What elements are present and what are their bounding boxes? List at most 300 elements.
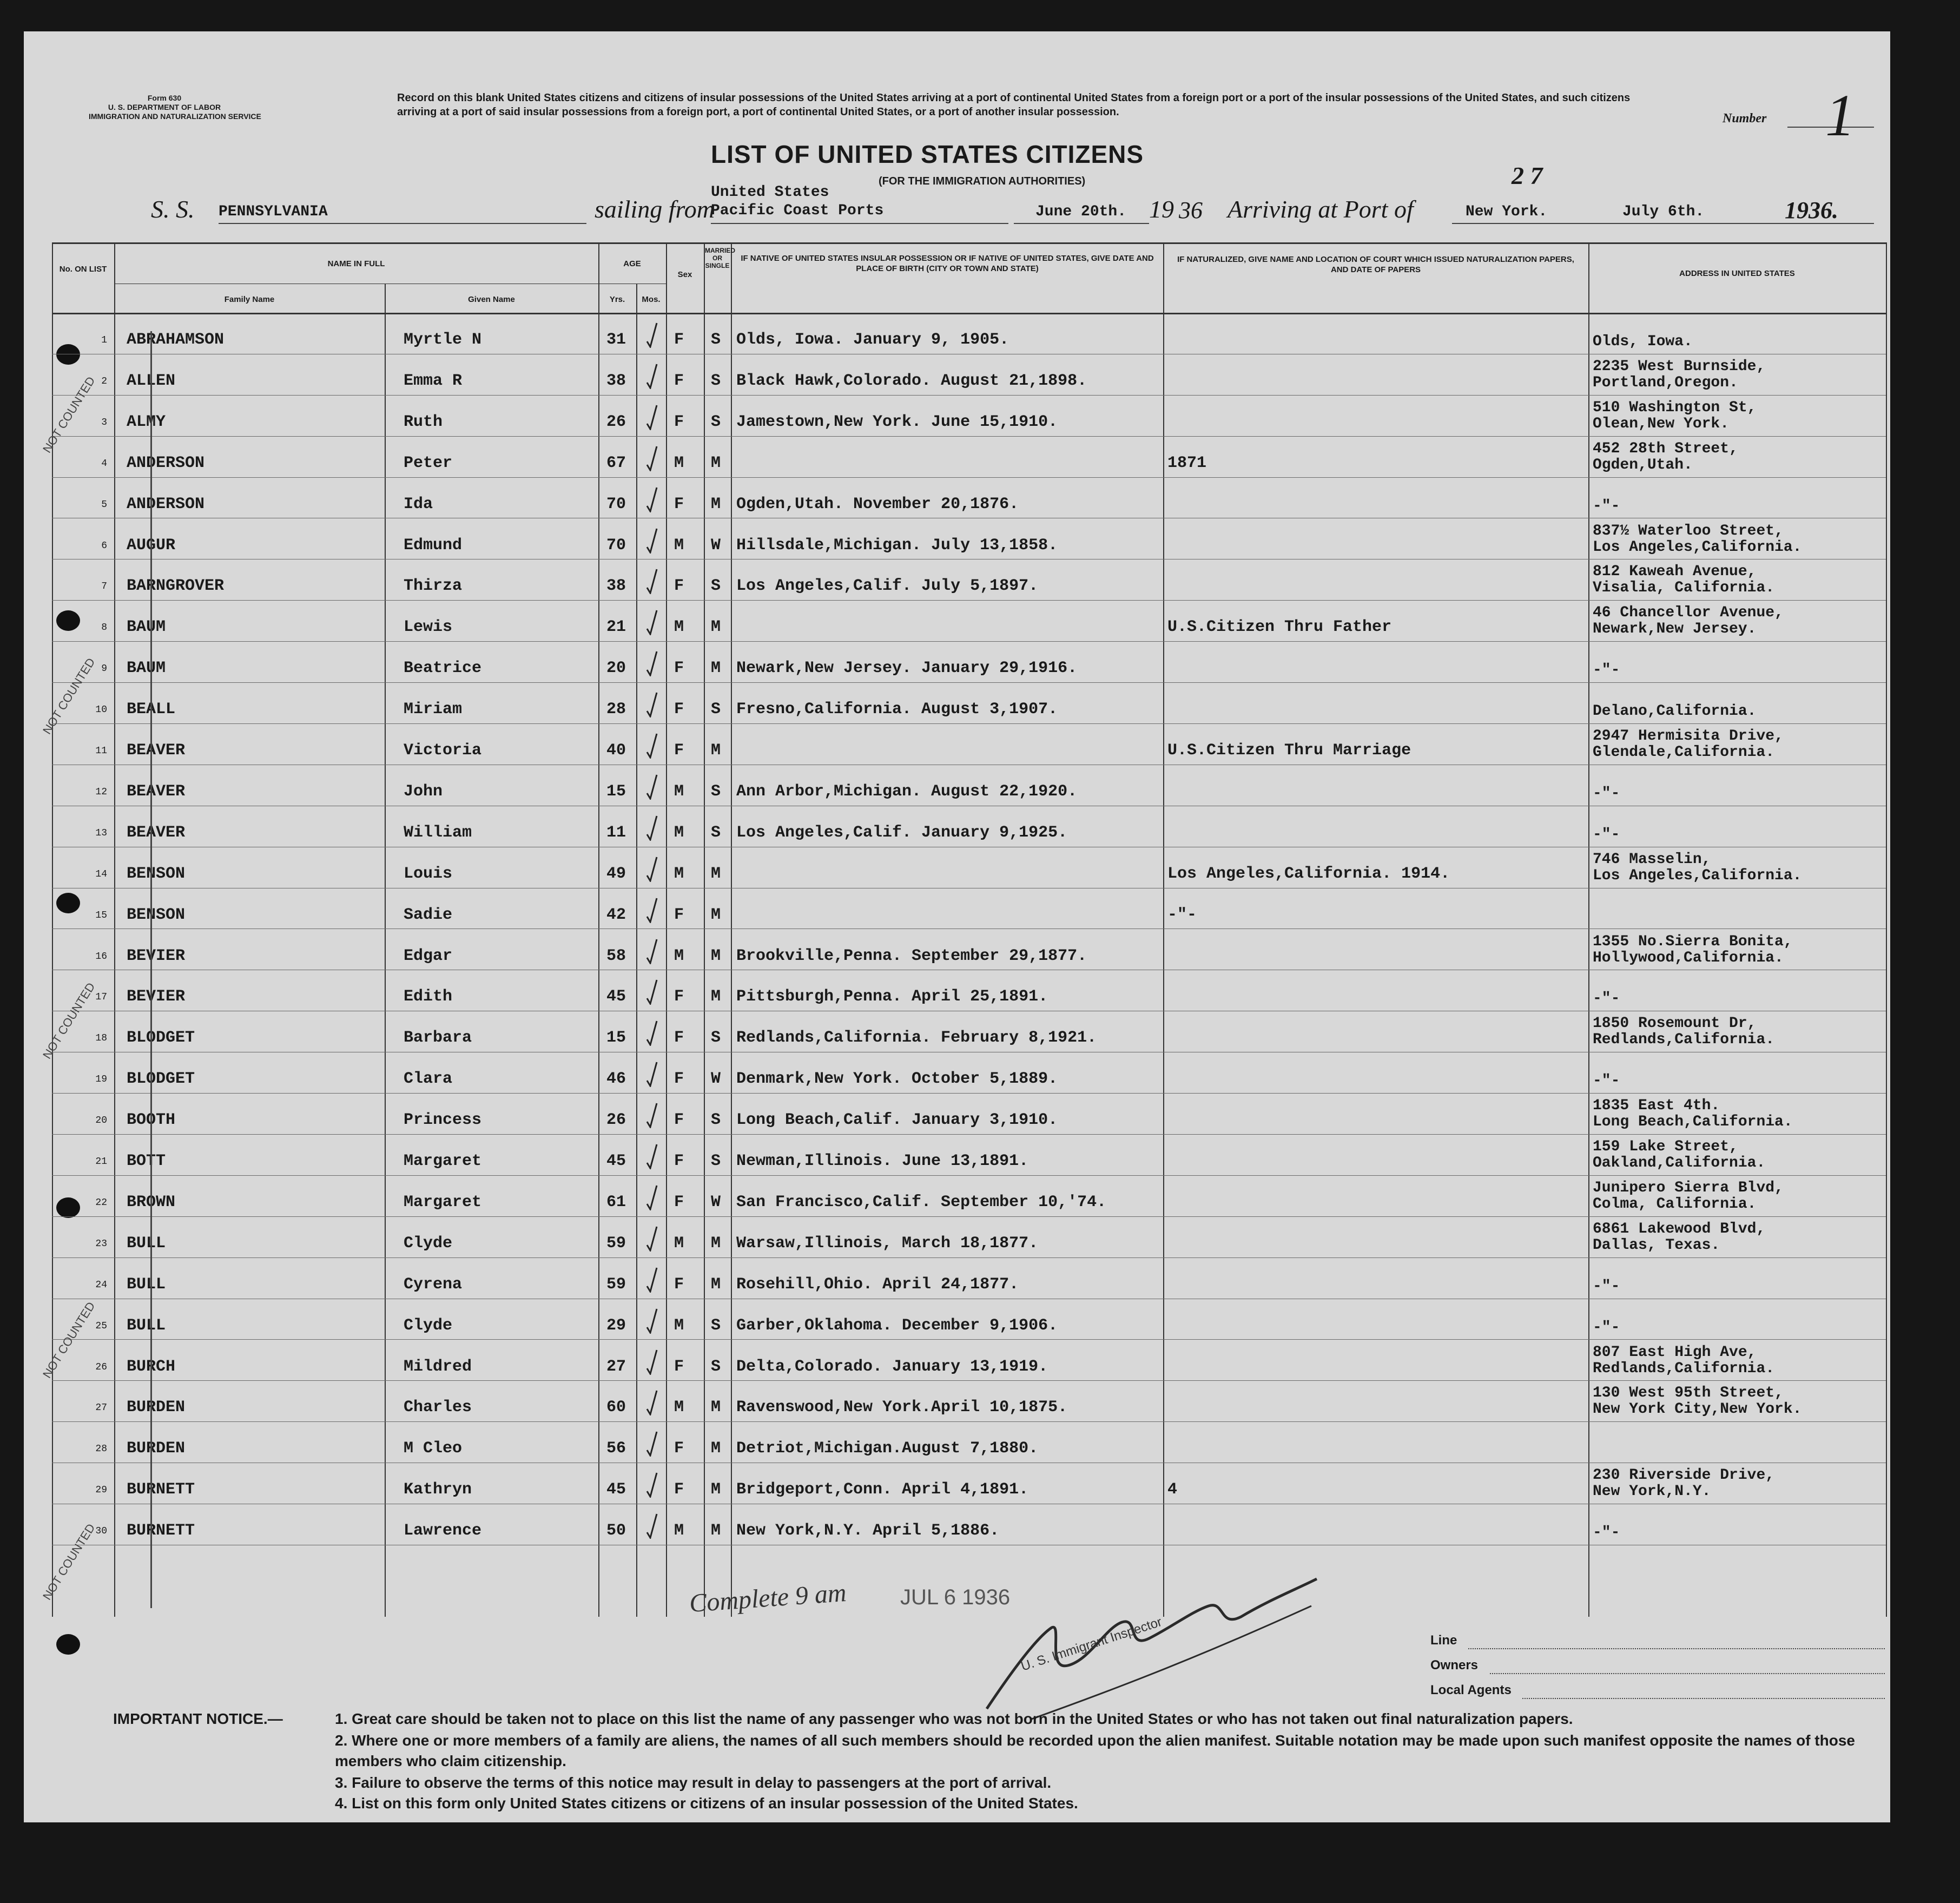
row-number: 12: [95, 786, 107, 798]
family-name: BURDEN: [127, 1398, 186, 1417]
family-name: BURNETT: [127, 1480, 195, 1499]
family-name: ALLEN: [127, 371, 176, 390]
family-name: BROWN: [127, 1193, 176, 1211]
number-label: Number: [1723, 111, 1767, 126]
marital-status: M: [711, 1522, 721, 1540]
table-row: [52, 765, 1886, 805]
address: 2235 West Burnside, Portland,Oregon.: [1593, 358, 1766, 391]
ss-label: S. S.: [151, 195, 195, 223]
marital-status: M: [711, 659, 721, 678]
sex: M: [674, 536, 684, 555]
birth-info: Newman,Illinois. June 13,1891.: [736, 1152, 1029, 1170]
address: -"-: [1593, 826, 1620, 843]
birth-info: Ravenswood,New York.April 10,1875.: [736, 1398, 1068, 1417]
address: 812 Kaweah Avenue, Visalia, California.: [1593, 563, 1775, 597]
marital-status: S: [711, 1357, 721, 1376]
address: -"-: [1593, 1072, 1620, 1090]
row-number: 23: [95, 1238, 107, 1249]
age-years: 70: [606, 536, 626, 555]
instructions-text: Record on this blank United States citizens and citizens of insular possessions of the United States arriving at a port of continental United States from a foreign port or a port of the insular possessions of the United States, and such citizens arriving at a port of said insular possessions from a foreign port, a port of continental United States, or a port of another insular possession.: [397, 92, 1631, 118]
row-number: 28: [95, 1444, 107, 1455]
row-number: 13: [95, 827, 107, 839]
not-counted-stamp: NOT COUNTED: [40, 374, 98, 456]
table-row: [52, 682, 1886, 723]
family-name: BOTT: [127, 1152, 166, 1170]
row-number: 11: [95, 746, 107, 756]
age-years: 26: [606, 1111, 626, 1130]
given-name: Victoria: [404, 741, 482, 760]
sailing-date: June 20th.: [1035, 203, 1127, 220]
given-name: Mildred: [404, 1357, 472, 1376]
checkmark-icon: [646, 1349, 658, 1375]
birth-info: Newark,New Jersey. January 29,1916.: [736, 659, 1078, 678]
checkmark-icon: [646, 897, 658, 923]
birth-info: Denmark,New York. October 5,1889.: [736, 1070, 1058, 1089]
sex: F: [674, 1480, 684, 1499]
address: Delano,California.: [1593, 703, 1757, 720]
given-name: Thirza: [404, 577, 463, 596]
given-name: Barbara: [404, 1029, 472, 1048]
sex: F: [674, 1357, 684, 1376]
marital-status: M: [711, 905, 721, 924]
checkmark-icon: [646, 445, 658, 471]
form-identifier: [89, 94, 261, 121]
sex: M: [674, 823, 684, 842]
given-name: M Cleo: [404, 1439, 463, 1458]
col-name-in-full: NAME IN FULL: [327, 259, 385, 268]
address: 46 Chancellor Avenue, Newark,New Jersey.: [1593, 604, 1784, 638]
family-name: BENSON: [127, 864, 186, 883]
marital-status: W: [711, 536, 721, 555]
birth-info: New York,N.Y. April 5,1886.: [736, 1522, 1000, 1540]
given-name: Margaret: [404, 1152, 482, 1170]
table-row: [52, 1093, 1886, 1134]
handwritten-mark: 2 7: [1512, 162, 1543, 189]
manifest-page: [24, 31, 1890, 1822]
completion-note: Complete 9 am: [688, 1578, 848, 1618]
given-name: Clyde: [404, 1316, 453, 1335]
marital-status: S: [711, 331, 721, 349]
table-row: [52, 1052, 1886, 1092]
marital-status: W: [711, 1070, 721, 1089]
birth-info: Garber,Oklahoma. December 9,1906.: [736, 1316, 1058, 1335]
page-title: LIST OF UNITED STATES CITIZENS: [711, 140, 1144, 168]
given-name: Ruth: [404, 412, 443, 431]
address: 2947 Hermisita Drive, Glendale,California.: [1593, 728, 1784, 761]
given-name: John: [404, 782, 443, 801]
punch-hole: [56, 1634, 80, 1655]
naturalization-info: U.S.Citizen Thru Father: [1167, 618, 1392, 637]
row-number: 2: [101, 376, 107, 387]
sex: F: [674, 1152, 684, 1170]
not-counted-stamp: NOT COUNTED: [40, 1521, 98, 1603]
given-name: Emma R: [404, 371, 463, 390]
family-name: ABRAHAMSON: [127, 331, 225, 349]
sex: M: [674, 1522, 684, 1540]
age-years: 11: [606, 823, 626, 842]
table-row: [52, 477, 1886, 518]
marital-status: M: [711, 453, 721, 472]
family-name: BEAVER: [127, 782, 186, 801]
family-name: BULL: [127, 1234, 166, 1253]
given-name: Clyde: [404, 1234, 453, 1253]
birth-info: Jamestown,New York. June 15,1910.: [736, 412, 1058, 431]
checkmark-icon: [646, 1390, 658, 1415]
notice-item: 1. Great care should be taken not to place on this list the name of any passenger who was not born in the United States or who has not taken out final naturalization papers.: [335, 1710, 1573, 1727]
address: 230 Riverside Drive, New York,N.Y.: [1593, 1467, 1775, 1500]
sex: M: [674, 1234, 684, 1253]
table-row: [52, 970, 1886, 1010]
address: -"-: [1593, 497, 1620, 515]
marital-status: M: [711, 987, 721, 1006]
table-row: [52, 313, 1886, 353]
age-years: 31: [606, 331, 626, 349]
given-name: Sadie: [404, 905, 453, 924]
sex: F: [674, 905, 684, 924]
table-row: [52, 1299, 1886, 1339]
sex: F: [674, 577, 684, 596]
table-row: [52, 1340, 1886, 1380]
checkmark-icon: [646, 856, 658, 882]
row-number: 7: [101, 581, 107, 592]
age-years: 67: [606, 453, 626, 472]
ship-name: PENNSYLVANIA: [219, 203, 328, 220]
age-years: 59: [606, 1234, 626, 1253]
col-age: AGE: [623, 259, 641, 268]
checkmark-icon: [646, 733, 658, 759]
checkmark-icon: [646, 322, 658, 348]
birth-info: Long Beach,Calif. January 3,1910.: [736, 1111, 1058, 1130]
sailing-year-label: 19: [1149, 195, 1174, 223]
marital-status: M: [711, 1398, 721, 1417]
marital-status: M: [711, 1480, 721, 1499]
address: -"-: [1593, 1319, 1620, 1336]
sex: M: [674, 1316, 684, 1335]
checkmark-icon: [646, 568, 658, 594]
checkmark-icon: [646, 774, 658, 800]
naturalization-info: U.S.Citizen Thru Marriage: [1167, 741, 1411, 760]
table-row: [52, 1463, 1886, 1503]
naturalization-info: -"-: [1167, 905, 1197, 924]
table-row: [52, 806, 1886, 846]
address: 1355 No.Sierra Bonita, Hollywood,California.: [1593, 933, 1793, 966]
sex: M: [674, 782, 684, 801]
marital-status: M: [711, 495, 721, 513]
birth-info: Olds, Iowa. January 9, 1905.: [736, 331, 1009, 349]
col-number: No. ON LIST: [59, 265, 107, 274]
row-number: 21: [95, 1156, 107, 1167]
row-number: 22: [95, 1197, 107, 1208]
sex: F: [674, 700, 684, 719]
marital-status: M: [711, 1439, 721, 1458]
table-row: [52, 1134, 1886, 1175]
inspector-signature: [965, 1546, 1333, 1730]
address: 1850 Rosemount Dr, Redlands,California.: [1593, 1015, 1775, 1049]
birth-info: Redlands,California. February 8,1921.: [736, 1029, 1097, 1048]
age-years: 15: [606, 782, 626, 801]
age-years: 45: [606, 1152, 626, 1170]
address: -"-: [1593, 785, 1620, 802]
family-name: BOOTH: [127, 1111, 176, 1130]
marital-status: M: [711, 946, 721, 965]
sex: M: [674, 453, 684, 472]
service-name: IMMIGRATION AND NATURALIZATION SERVICE: [89, 112, 261, 121]
family-name: AUGUR: [127, 536, 176, 555]
given-name: Charles: [404, 1398, 472, 1417]
row-number: 8: [101, 622, 107, 634]
age-years: 45: [606, 1480, 626, 1499]
row-number: 4: [101, 458, 107, 469]
col-birth: IF NATIVE OF UNITED STATES INSULAR POSSESSION OR IF NATIVE OF UNITED STATES, GIVE DATE AND PLACE OF BIRTH (CITY OR TOWN AND STATE): [741, 254, 1154, 273]
table-row: [52, 354, 1886, 394]
address: 159 Lake Street, Oakland,California.: [1593, 1138, 1766, 1171]
col-family-name: Family Name: [224, 295, 275, 304]
table-row: [52, 1216, 1886, 1257]
given-name: Louis: [404, 864, 453, 883]
birth-info: Fresno,California. August 3,1907.: [736, 700, 1058, 719]
marital-status: S: [711, 1316, 721, 1335]
birth-info: Los Angeles,Calif. July 5,1897.: [736, 577, 1039, 596]
age-years: 56: [606, 1439, 626, 1458]
departure-line-1: United States: [711, 184, 829, 201]
table-row: [52, 1421, 1886, 1462]
checkmark-icon: [646, 1267, 658, 1293]
address: 1835 East 4th. Long Beach,California.: [1593, 1097, 1793, 1131]
row-number: 17: [95, 992, 107, 1003]
not-counted-stamp: NOT COUNTED: [40, 1299, 98, 1381]
sex: M: [674, 864, 684, 883]
address: 746 Masselin, Los Angeles,California.: [1593, 851, 1802, 884]
family-name: ANDERSON: [127, 495, 205, 513]
row-number: 24: [95, 1279, 107, 1290]
table-row: [52, 518, 1886, 559]
age-years: 15: [606, 1029, 626, 1048]
checkmark-icon: [646, 1513, 658, 1539]
sex: F: [674, 987, 684, 1006]
checkmark-icon: [646, 979, 658, 1005]
col-address: ADDRESS IN UNITED STATES: [1679, 269, 1795, 278]
sailing-year: 36: [1179, 197, 1203, 223]
address: -"-: [1593, 990, 1620, 1008]
family-name: BURNETT: [127, 1522, 195, 1540]
checkmark-icon: [646, 1102, 658, 1128]
birth-info: Bridgeport,Conn. April 4,1891.: [736, 1480, 1029, 1499]
age-years: 29: [606, 1316, 626, 1335]
marital-status: M: [711, 741, 721, 760]
given-name: Ida: [404, 495, 433, 513]
age-years: 61: [606, 1193, 626, 1211]
checkmark-icon: [646, 1472, 658, 1498]
form-number: Form 630: [147, 94, 182, 102]
birth-info: Rosehill,Ohio. April 24,1877.: [736, 1275, 1019, 1294]
table-row: [52, 929, 1886, 970]
table-row: [52, 1380, 1886, 1421]
notice-item: 2. Where one or more members of a family are aliens, the names of all such members should be recorded upon the alien manifest. Suitable notation may be made upon such manifest opposite the names of those members who claim citizenship.: [335, 1732, 1855, 1769]
family-name: BLODGET: [127, 1070, 195, 1089]
row-number: 27: [95, 1402, 107, 1414]
address: 452 28th Street, Ogden,Utah.: [1593, 440, 1738, 473]
col-months: Mos.: [642, 295, 661, 304]
table-row: [52, 1175, 1886, 1216]
row-number: 10: [95, 704, 107, 716]
age-years: 27: [606, 1357, 626, 1376]
address: 130 West 95th Street, New York City,New York.: [1593, 1385, 1802, 1418]
age-years: 60: [606, 1398, 626, 1417]
family-name: BEAVER: [127, 741, 186, 760]
checkmark-icon: [646, 1184, 658, 1210]
row-number: 15: [95, 910, 107, 921]
not-counted-stamp: NOT COUNTED: [40, 980, 98, 1062]
age-years: 20: [606, 659, 626, 678]
col-married-single: MARRIED OR SINGLE: [705, 247, 735, 269]
age-years: 46: [606, 1070, 626, 1089]
row-number: 25: [95, 1320, 107, 1332]
marital-status: S: [711, 1029, 721, 1048]
marital-status: S: [711, 412, 721, 431]
sex: F: [674, 659, 684, 678]
marital-status: M: [711, 864, 721, 883]
naturalization-info: Los Angeles,California. 1914.: [1167, 864, 1450, 883]
family-name: BENSON: [127, 905, 186, 924]
sex: M: [674, 618, 684, 637]
owners-label: Owners: [1430, 1658, 1479, 1672]
family-name: BURCH: [127, 1357, 176, 1376]
row-number: 20: [95, 1115, 107, 1127]
birth-info: Ogden,Utah. November 20,1876.: [736, 495, 1019, 513]
family-name: BARNGROVER: [127, 577, 225, 596]
table-row: [52, 559, 1886, 600]
checkmark-icon: [646, 609, 658, 635]
sex: F: [674, 495, 684, 513]
date-stamp: JUL 6 1936: [900, 1585, 1011, 1609]
notice-heading: IMPORTANT NOTICE.—: [113, 1710, 283, 1727]
sex: F: [674, 1029, 684, 1048]
table-row: [52, 1011, 1886, 1051]
sex: F: [674, 1275, 684, 1294]
marital-status: S: [711, 1152, 721, 1170]
birth-info: Hillsdale,Michigan. July 13,1858.: [736, 536, 1058, 555]
given-name: Peter: [404, 453, 453, 472]
page-subtitle: (FOR THE IMMIGRATION AUTHORITIES): [879, 175, 1086, 187]
birth-info: Detriot,Michigan.August 7,1880.: [736, 1439, 1039, 1458]
checkmark-icon: [646, 815, 658, 841]
notice-item: 3. Failure to observe the terms of this notice may result in delay to passengers at the port of arrival.: [335, 1774, 1052, 1791]
table-row: [52, 600, 1886, 641]
passenger-table: [52, 242, 1886, 1617]
marital-status: S: [711, 823, 721, 842]
checkmark-icon: [646, 938, 658, 964]
sex: F: [674, 1439, 684, 1458]
address: Olds, Iowa.: [1593, 333, 1693, 350]
family-name: BLODGET: [127, 1029, 195, 1048]
row-number: 3: [101, 417, 107, 428]
address: -"-: [1593, 1524, 1620, 1542]
row-number: 6: [101, 540, 107, 551]
family-name: BAUM: [127, 659, 166, 678]
sex: M: [674, 1398, 684, 1417]
age-years: 50: [606, 1522, 626, 1540]
given-name: Cyrena: [404, 1275, 463, 1294]
given-name: Princess: [404, 1111, 482, 1130]
age-years: 28: [606, 700, 626, 719]
birth-info: Warsaw,Illinois, March 18,1877.: [736, 1234, 1039, 1253]
marital-status: W: [711, 1193, 721, 1211]
checkmark-icon: [646, 1308, 658, 1334]
list-number: 1: [1825, 82, 1855, 148]
sex: F: [674, 1193, 684, 1211]
sex: M: [674, 946, 684, 965]
arrival-date: July 6th.: [1622, 203, 1705, 220]
given-name: Clara: [404, 1070, 453, 1089]
age-years: 38: [606, 371, 626, 390]
age-years: 26: [606, 412, 626, 431]
naturalization-info: 4: [1167, 1480, 1178, 1499]
given-name: Edith: [404, 987, 453, 1006]
departure-line-2: Pacific Coast Ports: [711, 202, 884, 219]
birth-info: Ann Arbor,Michigan. August 22,1920.: [736, 782, 1078, 801]
checkmark-icon: [646, 1143, 658, 1169]
family-name: BEVIER: [127, 987, 186, 1006]
inspector-title: U. S. Immigrant Inspector: [1019, 1614, 1164, 1674]
age-years: 70: [606, 495, 626, 513]
sex: F: [674, 741, 684, 760]
department-name: U. S. DEPARTMENT OF LABOR: [108, 103, 221, 111]
address: 510 Washington St, Olean,New York.: [1593, 399, 1757, 432]
local-agents-label: Local Agents: [1430, 1683, 1512, 1697]
address: 837½ Waterloo Street, Los Angeles,California.: [1593, 522, 1802, 556]
not-counted-stamp: NOT COUNTED: [40, 655, 98, 737]
family-name: BULL: [127, 1275, 166, 1294]
checkmark-icon: [646, 1061, 658, 1087]
birth-info: San Francisco,Calif. September 10,'74.: [736, 1193, 1107, 1211]
row-number: 19: [95, 1074, 107, 1085]
given-name: Lawrence: [404, 1522, 482, 1540]
age-years: 45: [606, 987, 626, 1006]
age-years: 38: [606, 577, 626, 596]
given-name: Kathryn: [404, 1480, 472, 1499]
row-number: 5: [101, 499, 107, 510]
given-name: Myrtle N: [404, 331, 482, 349]
family-name: BEVIER: [127, 946, 186, 965]
table-row: [52, 888, 1886, 929]
given-name: William: [404, 823, 472, 842]
checkmark-icon: [646, 486, 658, 512]
given-name: Edmund: [404, 536, 463, 555]
table-row: [52, 641, 1886, 682]
row-number: 9: [101, 663, 107, 675]
checkmark-icon: [646, 404, 658, 430]
sailing-from-label: sailing from: [595, 195, 715, 223]
arriving-label: Arriving at Port of: [1228, 195, 1414, 223]
arrival-port: New York.: [1466, 203, 1548, 220]
family-name: BULL: [127, 1316, 166, 1335]
col-sex: Sex: [677, 270, 692, 279]
sex: F: [674, 331, 684, 349]
checkmark-icon: [646, 1020, 658, 1046]
age-years: 21: [606, 618, 626, 637]
row-number: 14: [95, 868, 107, 880]
row-number: 29: [95, 1485, 107, 1496]
col-years: Yrs.: [609, 295, 625, 304]
birth-info: Brookville,Penna. September 29,1877.: [736, 946, 1087, 965]
marital-status: S: [711, 782, 721, 801]
row-number: 18: [95, 1033, 107, 1044]
row-number: 30: [95, 1526, 107, 1537]
address: Junipero Sierra Blvd, Colma, California.: [1593, 1179, 1784, 1213]
marital-status: S: [711, 1111, 721, 1130]
family-name: BEALL: [127, 700, 176, 719]
given-name: Edgar: [404, 946, 453, 965]
